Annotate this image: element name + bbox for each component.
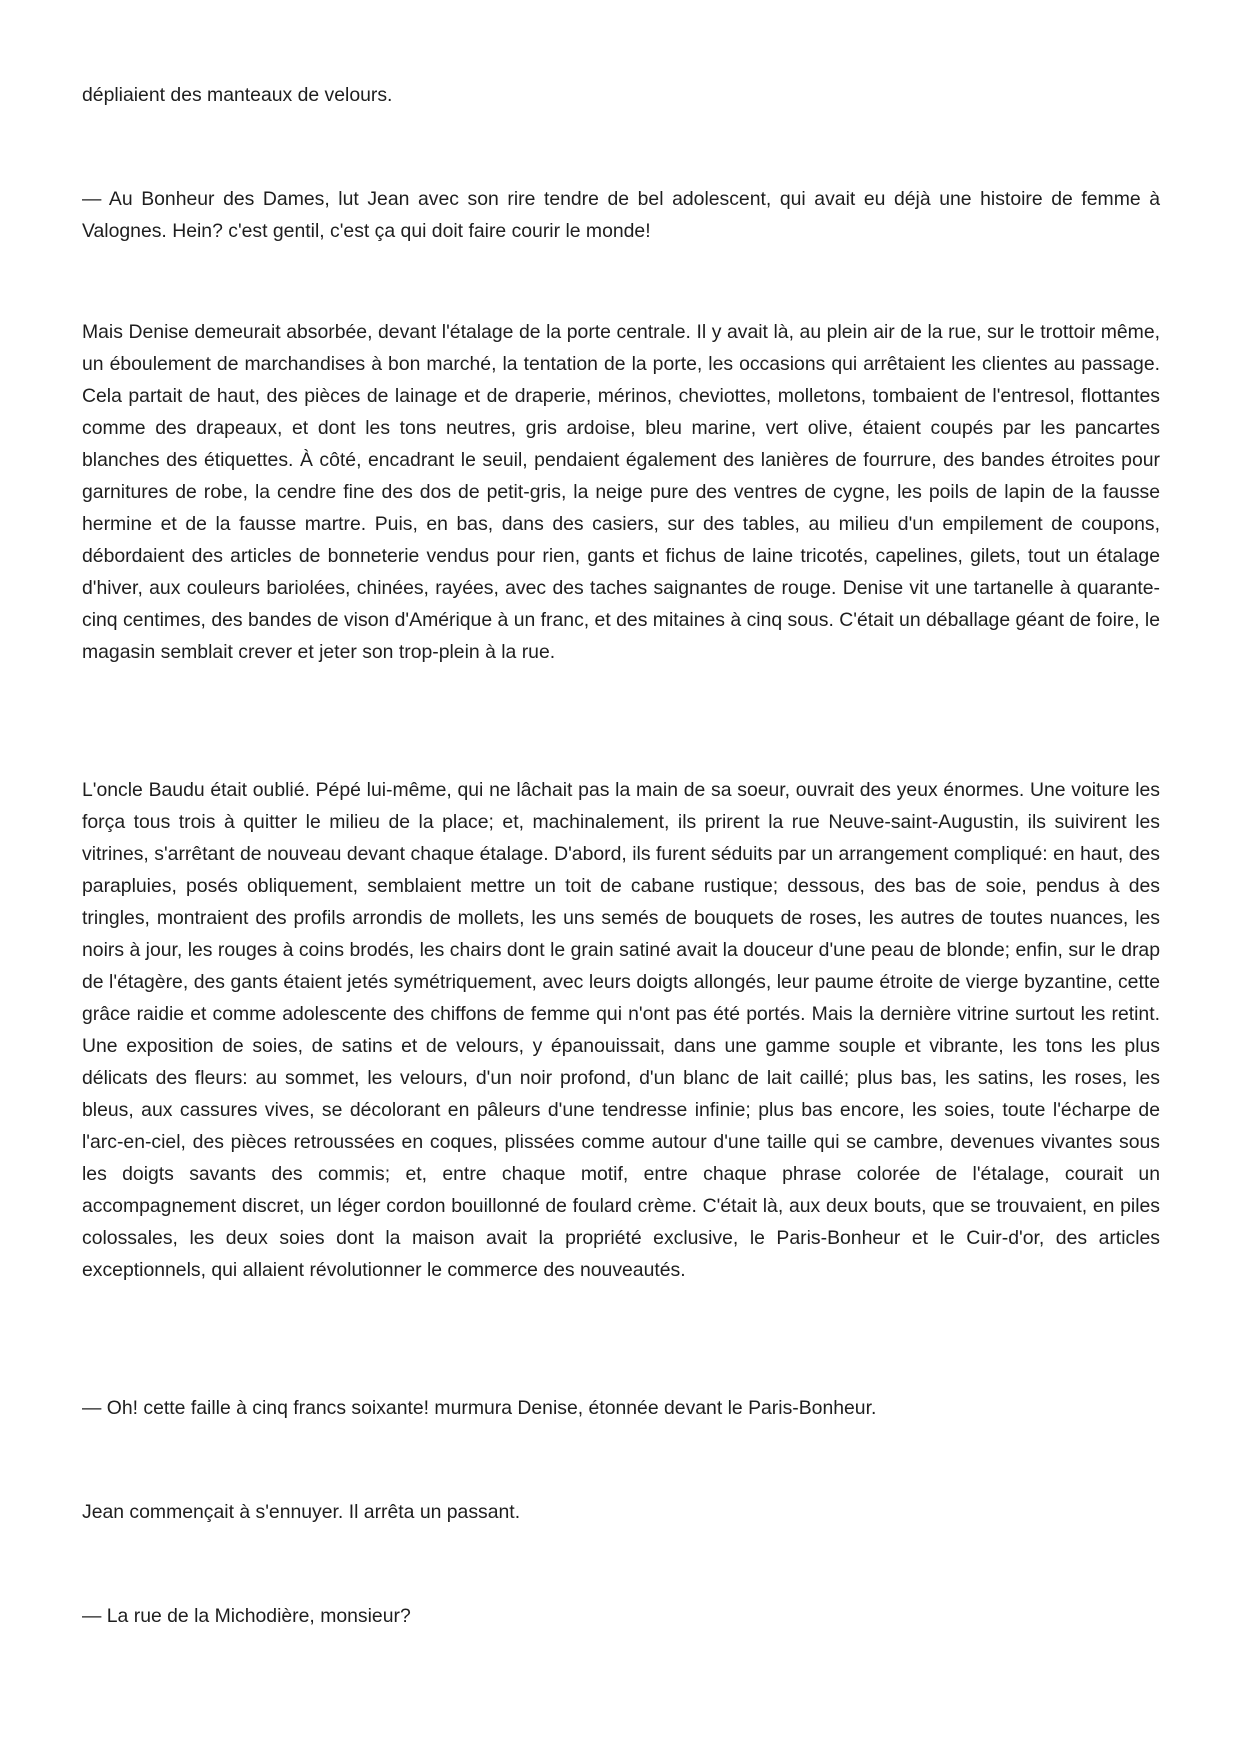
paragraph-4: L'oncle Baudu était oublié. Pépé lui-même, qui ne lâchait pas la main de sa soeur, ouvrait des yeux énormes. Une voiture les força tous trois à quitter le milieu de la place; et, machinalement, ils prirent la rue Neuve-saint-Augustin, ils suivirent les vitrines, s'arrêtant de nouveau devant chaque étalage. D'abord, ils furent séduits par un arrangement compliqué: en haut, des parapluies, posés obliquement, semblaient mettre un toit de cabane rustique; dessous, des bas de soie, pendus à des tringles, montraient des profils arrondis de mollets, les uns semés de bouquets de roses, les autres de toutes nuances, les noirs à jour, les rouges à coins brodés, les chairs dont le grain satiné avait la douceur d'une peau de blonde; enfin, sur le drap de l'étagère, des gants étaient jetés symétriquement, avec leurs doigts allongés, leur paume étroite de vierge byzantine, cette grâce raidie et comme adolescente des chiffons de femme qui n'ont pas été portés. Mais la dernière vitrine surtout les retint. Une exposition de soies, de satins et de velours, y épanouissait, dans une gamme souple et vibrante, les tons les plus délicats des fleurs: au sommet, les velours, d'un noir profond, d'un blanc de lait caillé; plus bas, les satins, les roses, les bleus, aux cassures vives, se décolorant en pâleurs d'une tendresse infinie; plus bas encore, les soies, toute l'écharpe de l'arc-en-ciel, des pièces retroussées en coques, plissées comme autour d'une taille qui se cambre, devenues vivantes sous les doigts savants des commis; et, entre chaque motif, entre chaque phrase colorée de l'étalage, courait un accompagnement discret, un léger cordon bouillonné de foulard crème. C'était là, aux deux bouts, que se trouvaient, en piles colossales, les deux soies dont la maison avait la propriété exclusive, le Paris-Bonheur et le Cuir-d'or, des articles exceptionnels, qui allaient révolutionner le commerce des nouveautés. xyxy=(82,779,1160,1281)
paragraph-3: Mais Denise demeurait absorbée, devant l'étalage de la porte centrale. Il y avait là, au plein air de la rue, sur le trottoir même, un éboulement de marchandises à bon marché, la tentation de la porte, les occasions qui arrêtaient les clientes au passage. Cela partait de haut, des pièces de lainage et de draperie, mérinos, cheviottes, molletons, tombaient de l'entresol, flottantes comme des drapeaux, et dont les tons neutres, gris ardoise, bleu marine, vert olive, étaient coupés par les pancartes blanches des étiquettes. À côté, encadrant le seuil, pendaient également des lanières de fourrure, des bandes étroites pour garnitures de robe, la cendre fine des dos de petit-gris, la neige pure des ventres de cygne, les poils de lapin de la fausse hermine et de la fausse martre. Puis, en bas, dans des casiers, sur des tables, au milieu d'un empilement de coupons, débordaient des articles de bonneterie vendus pour rien, gants et fichus de laine tricotés, capelines, gilets, tout un étalage d'hiver, aux couleurs bariolées, chinées, rayées, avec des taches saignantes de rouge. Denise vit une tartanelle à quarante-cinq centimes, des bandes de vison d'Amérique à un franc, et des mitaines à cinq sous. C'était un déballage géant de foire, le magasin semblait crever et jeter son trop-plein à la rue. xyxy=(82,321,1160,663)
paragraph-7: — La rue de la Michodière, monsieur? xyxy=(82,1605,411,1627)
paragraph-6: Jean commençait à s'ennuyer. Il arrêta un passant. xyxy=(82,1501,521,1523)
paragraph-1: dépliaient des manteaux de velours. xyxy=(82,84,393,106)
paragraph-5: — Oh! cette faille à cinq francs soixante! murmura Denise, étonnée devant le Paris-Bonheur. xyxy=(82,1397,877,1419)
paragraph-2: — Au Bonheur des Dames, lut Jean avec son rire tendre de bel adolescent, qui avait eu déjà une histoire de femme à Valognes. Hein? c'est gentil, c'est ça qui doit faire courir le monde! xyxy=(82,188,1160,242)
